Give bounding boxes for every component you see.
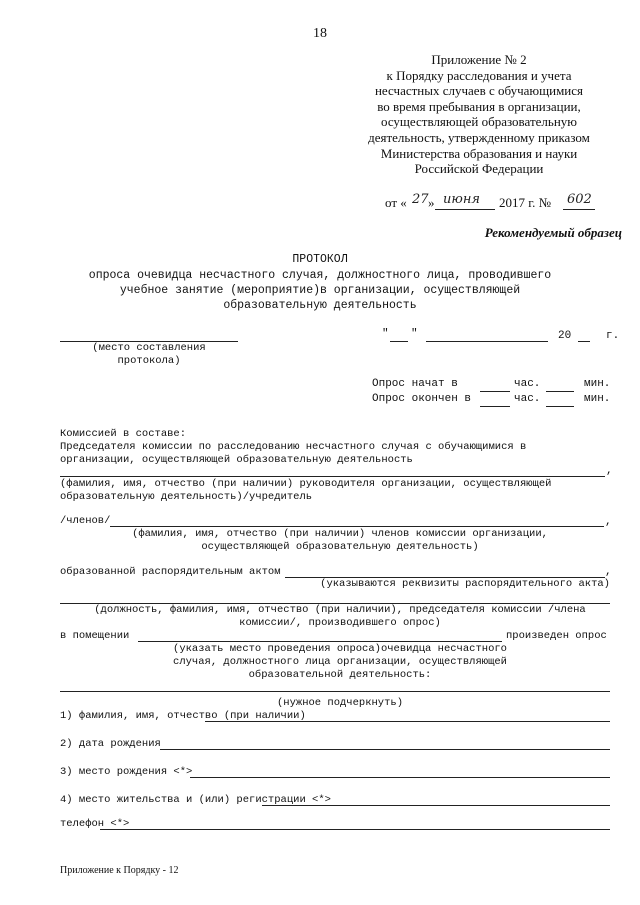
field-birth-place: 3) место рождения <*>	[60, 766, 193, 778]
order-number: 602	[567, 192, 592, 207]
page-footer: Приложение к Порядку - 12	[60, 865, 179, 876]
members-label: /членов/	[60, 515, 111, 527]
survey-end-hours: час.	[514, 393, 541, 405]
protocol-heading: ПРОТОКОЛ	[292, 253, 348, 266]
date-year-prefix: 20	[558, 330, 572, 342]
room-suffix: произведен опрос	[506, 630, 607, 642]
appendix-line: деятельность, утвержденному приказом	[368, 129, 590, 145]
appendix-line: во время пребывания в организации,	[377, 98, 581, 114]
commission-chair-line: Председателя комиссии по расследованию несчастного случая с обучающимися в	[60, 441, 527, 453]
appendix-line: осуществляющей образовательную	[381, 114, 577, 130]
position-caption: комиссии/, производившего опрос)	[239, 617, 441, 629]
members-caption: осуществляющей образовательную деятельность)	[201, 541, 479, 553]
order-date-line	[385, 193, 625, 213]
order-prefix: от «	[385, 195, 407, 210]
place-caption	[60, 342, 238, 368]
field-full-name: 1) фамилия, имя, отчество (при наличии)	[60, 710, 306, 722]
appendix-line: к Порядку расследования и учета	[386, 67, 572, 83]
room-caption: (указать место проведения опроса)очевидца несчастного	[173, 643, 507, 655]
appendix-line: Приложение № 2	[431, 52, 527, 67]
comma: ,	[605, 516, 612, 528]
survey-start-hours: час.	[514, 378, 541, 390]
survey-end-label: Опрос окончен в	[372, 393, 472, 405]
protocol-title	[30, 268, 610, 313]
field-phone: телефон <*>	[60, 818, 130, 830]
chair-caption: (фамилия, имя, отчество (при наличии) руководителя организации, осуществляющей	[60, 478, 552, 490]
survey-end-minutes: мин.	[584, 393, 611, 405]
page-number: 18	[313, 26, 327, 41]
room-caption: образовательной деятельность:	[248, 669, 432, 681]
act-caption: (указываются реквизиты распорядительного акта)	[320, 578, 610, 590]
recommended-sample: Рекомендуемый образец	[484, 225, 622, 240]
survey-start-label: Опрос начат в	[372, 378, 458, 390]
field-residence: 4) место жительства и (или) регистрации <*>	[60, 794, 331, 806]
room-label: в помещении	[60, 630, 130, 642]
commission-intro: Комиссией в составе:	[60, 428, 187, 440]
date-year-suffix: г.	[606, 330, 620, 342]
act-label: образованной распорядительным актом	[60, 566, 281, 578]
members-caption: (фамилия, имя, отчество (при наличии) членов комиссии организации,	[132, 528, 548, 540]
room-caption: случая, должностного лица организации, осуществляющей	[173, 656, 507, 668]
order-quote: »	[428, 195, 435, 210]
chair-caption: образовательную деятельность)/учредитель	[60, 491, 313, 503]
order-year: 2017 г. №	[499, 195, 552, 210]
comma: ,	[605, 566, 612, 578]
appendix-line: несчастных случаев с обучающимися	[374, 83, 584, 99]
appendix-line: Российской Федерации	[414, 161, 544, 177]
order-month: июня	[443, 192, 480, 207]
title-line: образовательную деятельность	[223, 299, 417, 312]
order-day: 27	[412, 192, 429, 207]
commission-chair-line: организации, осуществляющей образовательную деятельность	[60, 454, 413, 466]
title-line: учебное занятие (мероприятие)в организации, осуществляющей	[119, 284, 521, 297]
place-caption-line: протокола)	[117, 355, 181, 367]
comma: ,	[606, 465, 613, 477]
survey-start-minutes: мин.	[584, 378, 611, 390]
appendix-block	[334, 52, 624, 177]
date-quote-open: "	[382, 328, 389, 340]
date-quote-close: "	[411, 328, 418, 340]
appendix-line: Министерства образования и науки	[380, 145, 578, 161]
position-caption: (должность, фамилия, имя, отчество (при наличии), председателя комиссии /члена	[94, 604, 586, 616]
field-birth-date: 2) дата рождения	[60, 738, 161, 750]
underline-note: (нужное подчеркнуть)	[276, 697, 404, 709]
place-caption-line: (место составления	[92, 342, 206, 354]
title-line: опроса очевидца несчастного случая, должностного лица, проводившего	[88, 269, 552, 282]
